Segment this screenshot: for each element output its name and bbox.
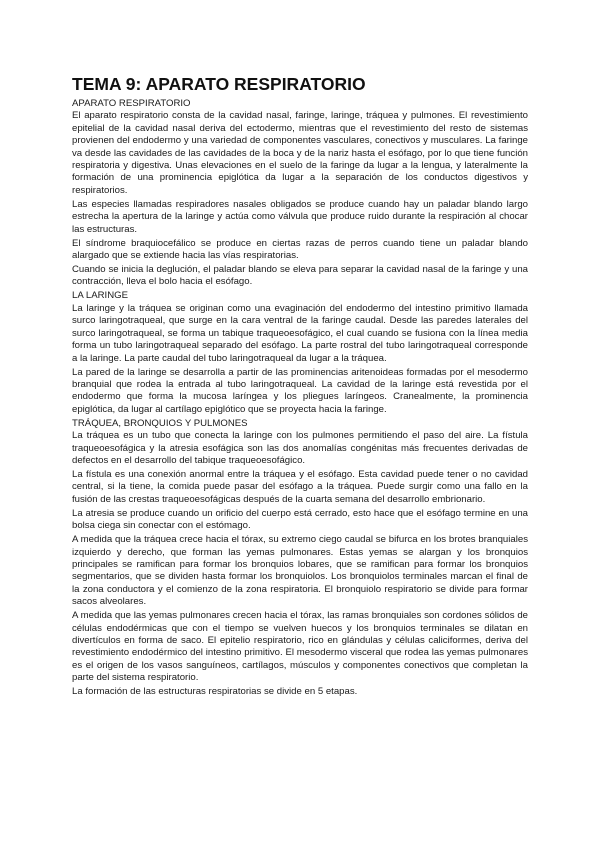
paragraph: La tráquea es un tubo que conecta la laringe con los pulmones permitiendo el paso del aire. La fístula traqueoesofágica y la atresia esofágica son las dos anomalías congénitas más frecuentes derivadas de defectos en el desarrollo del tabique traqueoesofágico. <box>72 430 528 466</box>
paragraph: La fístula es una conexión anormal entre la tráquea y el esófago. Esta cavidad puede tener o no cavidad central, si la tiene, la comida puede pasar del esófago a la tráquea. Puede surgir como una fallo en la fusión de las crestas traqueoesofágicas después de la cuarta semana del desarrollo embrionario. <box>72 468 528 505</box>
paragraph: Cuando se inicia la deglución, el paladar blando se eleva para separar la cavidad nasal de la faringe y una contracción, lleva el bolo hacia el esófago. <box>72 264 528 288</box>
section-heading: APARATO RESPIRATORIO <box>72 98 191 109</box>
section-heading: LA LARINGE <box>72 290 128 302</box>
paragraph: La formación de las estructuras respiratorias se divide en 5 etapas. <box>72 686 358 698</box>
paragraph: La pared de la laringe se desarrolla a partir de las prominencias aritenoideas formadas por el mesodermo branquial que rodea la entrada al tubo laringotraqueal. La cavidad de la laringe está revestida por el endodermo que forma la mucosa laríngea y los pliegues laríngeos. Cranealmente, la prominencia epiglótica, da lugar al cartílago epiglótico que se proyecta hacia la faringe. <box>72 366 528 415</box>
paragraph: La atresia se produce cuando un orificio del cuerpo está cerrado, esto hace que el esófago termine en una bolsa ciega sin conectar con el estómago. <box>72 507 528 532</box>
section-aparato-respiratorio <box>72 98 528 289</box>
section-la-laringe <box>72 290 528 416</box>
paragraph: A medida que la tráquea crece hacia el tórax, su extremo ciego caudal se bifurca en los brotes branquiales izquierdo y derecho, que forman las yemas pulmonares. Estas yemas se alargan y los bronquios principales se ramifican para formar los bronquios lobares, que se ramifican para formar los bronquios segmentarios, que se dividen hasta formar los bronquiolos. Los bronquiolos terminales marcan el final de la zona conductora y el comienzo de la zona respiratoria. El bronquiolo respiratorio se divide para formar sacos alveolares. <box>72 534 528 608</box>
paragraph: La laringe y la tráquea se originan como una evaginación del endodermo del intestino primitivo llamada surco laringotraqueal, que surge en la cara ventral de la faringe caudal. Desde las paredes laterales del surco laringotraqueal, se forma un tabique traqueoesofágico, el cual cuando se fusiona con la línea media forma un tubo laringotraqueal separado del esófago. La parte rostral del tubo laringotraqueal corresponde a la laringe. La parte caudal del tubo laringotraqueal da lugar a la tráquea. <box>72 302 528 364</box>
paragraph: El aparato respiratorio consta de la cavidad nasal, faringe, laringe, tráquea y pulmones. El revestimiento epitelial de la cavidad nasal deriva del ectodermo, mientras que el revestimiento del resto de sistemas provienen del endodermo y una variedad de componentes vasculares, conectivos y musculares. La faringe va desde las cavidades de las cavidades de la boca y de la nariz hasta el esófago, por lo que tiene función respiratoria y digestiva. Unas elevaciones en el suelo de la faringe da lugar a la lengua, y lateralmente la formación de una prominencia epiglótica da lugar a la separación de los conductos digestivos y respiratorios. <box>72 110 528 196</box>
document-page <box>72 74 528 700</box>
paragraph: El síndrome braquiocefálico se produce en ciertas razas de perros cuando tiene un paladar blando alargado que se extiende hacia las vías respiratorias. <box>72 237 528 262</box>
section-traquea-bronquios-pulmones <box>72 418 528 699</box>
page-title: TEMA 9: APARATO RESPIRATORIO <box>72 74 366 94</box>
paragraph: A medida que las yemas pulmonares crecen hacia el tórax, las ramas bronquiales son cordones sólidos de células endodérmicas que con el tiempo se vuelven huecos y los bronquios terminales se dilatan en divertículos en forma de saco. El epitelio respiratorio, rico en glándulas y células caliciformes, deriva del revestimiento endodérmico del intestino primitivo. El mesodermo visceral que rodea las yemas pulmonares es el origen de los vasos sanguíneos, cartílagos, músculos y componentes conectivos que completan la parte del sistema respiratorio. <box>72 610 528 684</box>
section-heading: TRÁQUEA, BRONQUIOS Y PULMONES <box>72 417 248 429</box>
paragraph: Las especies llamadas respiradores nasales obligados se produce cuando hay un paladar blando largo estrecha la apertura de la laringe y actúa como válvula que produce ruido durante la respiración al chocar las estructuras. <box>72 198 528 235</box>
